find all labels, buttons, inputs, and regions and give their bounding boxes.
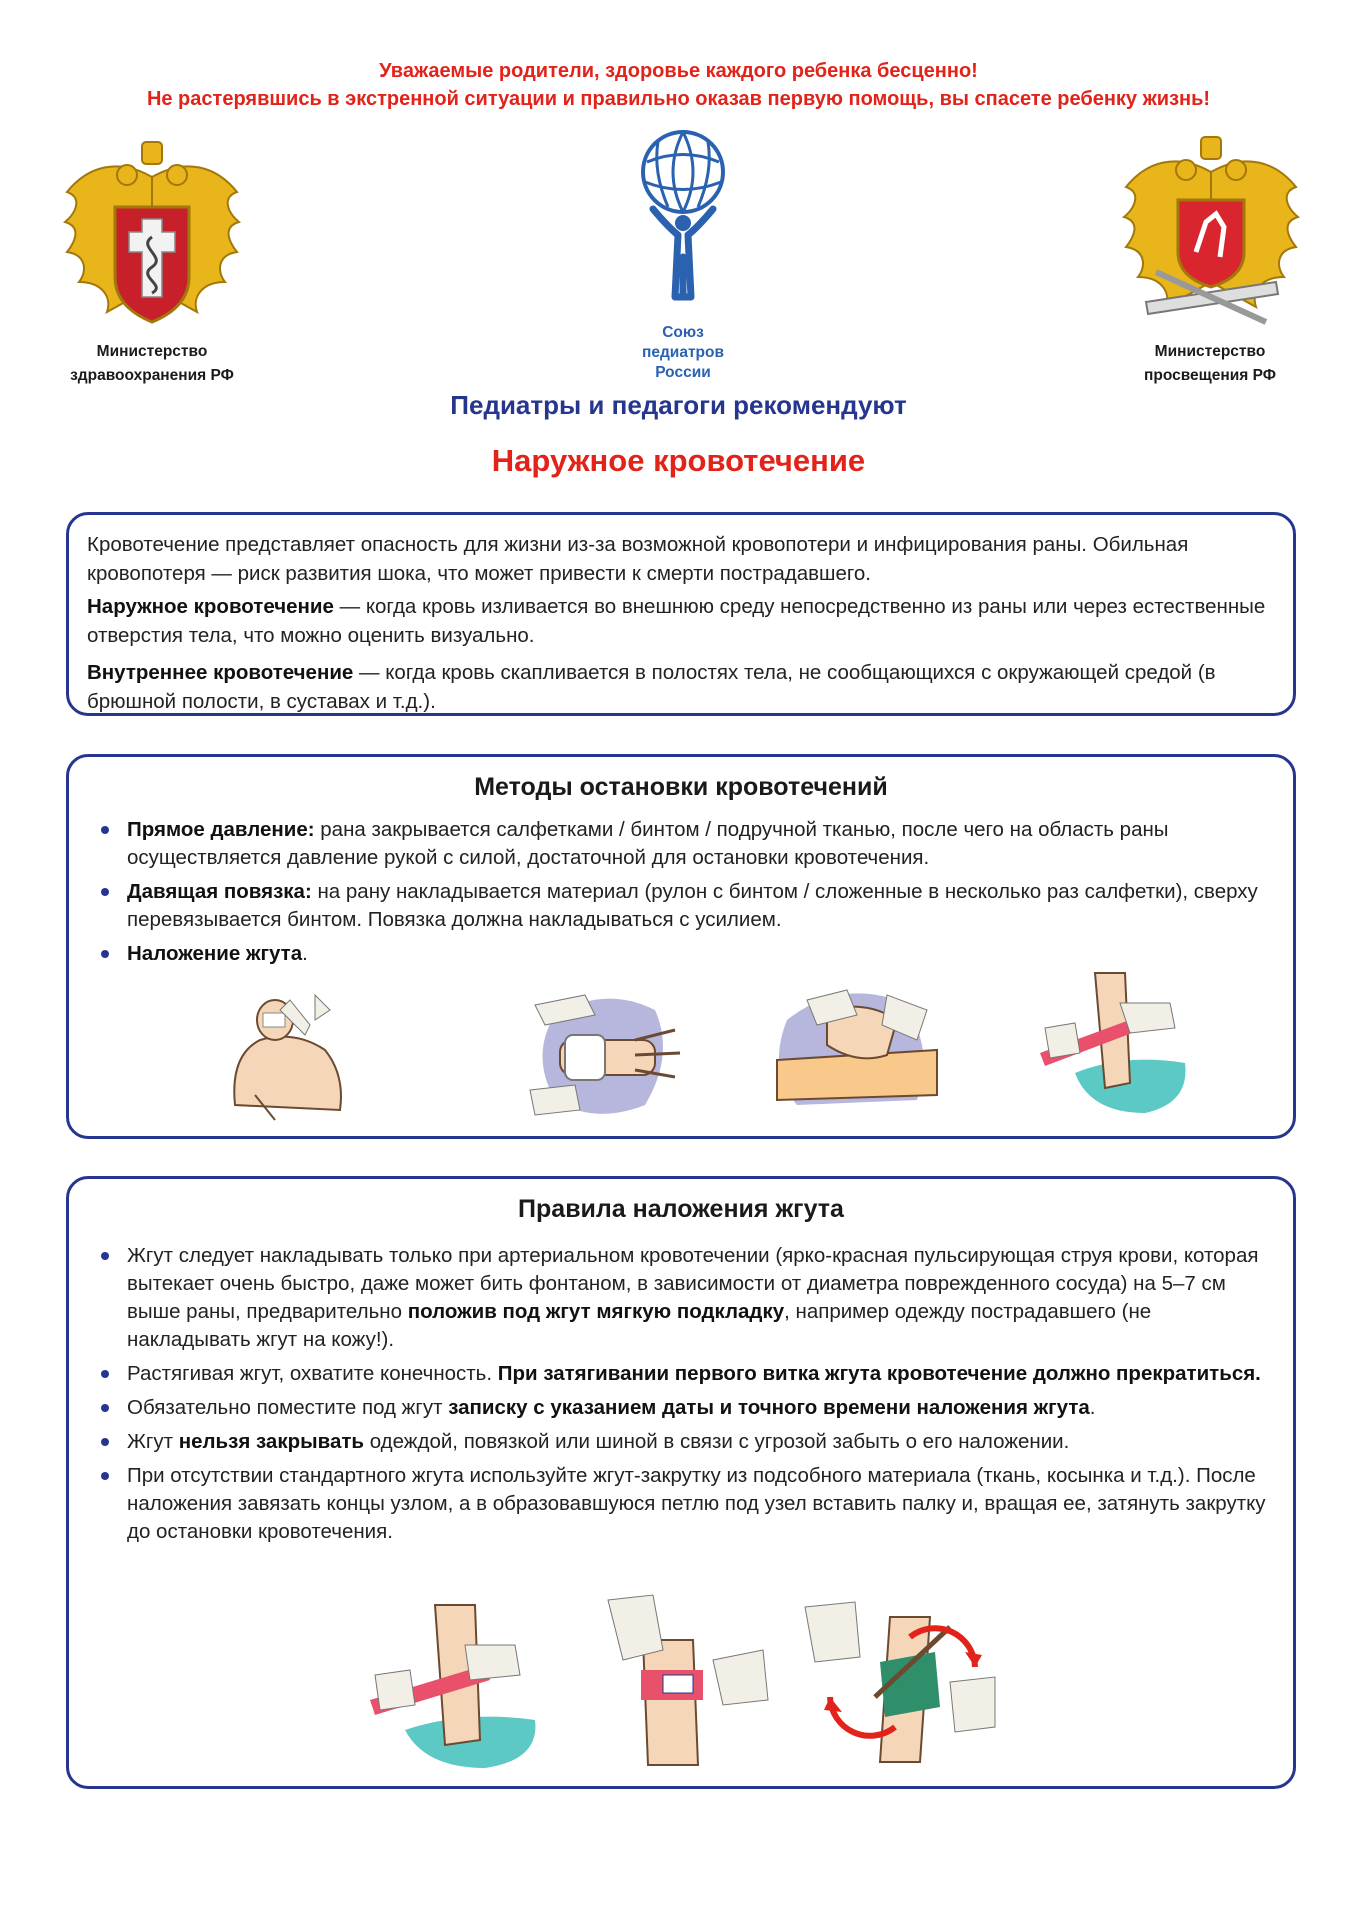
center-logo-label-2: педиатров xyxy=(641,344,725,361)
tourniquet-stretch-illustration-icon xyxy=(365,1600,545,1770)
page-title: Наружное кровотечение xyxy=(491,443,866,478)
list-item xyxy=(89,940,1273,968)
list-item xyxy=(89,1394,1273,1422)
intro-paragraph-1: Кровотечение представляет опасность для жизни из-за возможной кровопотери и инфицирования раны. Обильная кровопотеря — риск развития шока, что может привести к смерти пострадавшего. xyxy=(87,533,1189,585)
rule-3-text-a: Обязательно поместите под жгут xyxy=(127,1396,449,1419)
method-pressure-bandage-text: на рану накладывается материал (рулон с бинтом / сложенные в несколько раз салфетки), сверху перевязывается бинтом. Повязка должна накладываться с усилием. xyxy=(127,880,1258,931)
rule-1-text-a: Жгут следует накладывать только при артериальном кровотечении (ярко-красная пульсирующая струя крови, которая вытекает очень быстро, даже может бить фонтаном, в зависимости от диаметра поврежденного сосуда) на 5–7 см выше раны, предварительно xyxy=(127,1244,1259,1323)
intro-definition-internal: — когда кровь скапливается в полостях тела, не сообщающихся с окружающей средой (в брюшной полости, в суставах и т.д.). xyxy=(87,661,1216,713)
twist-tourniquet-illustration-icon xyxy=(800,1597,1000,1767)
methods-title: Методы остановки кровотечений xyxy=(474,773,888,801)
methods-list xyxy=(89,816,1273,968)
ministry-health-emblem-icon xyxy=(57,137,247,337)
rule-3-text-b: . xyxy=(1089,1396,1096,1419)
intro-box xyxy=(66,512,1296,716)
rule-5-text: При отсутствии стандартного жгута используйте жгут-закрутку из подсобного материала (ткань, косынка и т.д.). После наложения завязать концы узлом, а в образовавшуюся петлю под узел вставить палку и, вращая ее, затянуть закрутку до остановки кровотечения. xyxy=(127,1464,1266,1543)
method-direct-pressure-label: Прямое давление: xyxy=(127,818,315,841)
rules-title: Правила наложения жгута xyxy=(518,1195,844,1223)
list-item xyxy=(89,1360,1273,1388)
right-logo-label-2: просвещения РФ xyxy=(1144,367,1276,384)
method-pressure-bandage-label: Давящая повязка: xyxy=(127,880,312,903)
intro-term-external: Наружное кровотечение xyxy=(87,595,334,618)
list-item xyxy=(89,1428,1273,1456)
tourniquet-method-illustration-icon xyxy=(1035,968,1195,1118)
left-logo-label-2: здравоохранения РФ xyxy=(70,367,234,384)
center-logo-label-3: России xyxy=(655,364,711,381)
ministry-education-emblem-icon xyxy=(1116,132,1306,332)
intro-paragraph-3 xyxy=(87,658,1273,716)
rule-4-text-a: Жгут xyxy=(127,1430,179,1453)
direct-pressure-illustration-icon xyxy=(215,985,355,1125)
rule-2-emphasis: При затягивании первого витка жгута кровотечение должно прекратиться. xyxy=(497,1362,1261,1385)
method-direct-pressure-text: рана закрывается салфетками / бинтом / подручной тканью, после чего на область раны осуществляется давление рукой с силой, достаточной для остановки кровотечения. xyxy=(127,818,1169,869)
header-line-1: Уважаемые родители, здоровье каждого ребенка бесценно! xyxy=(379,60,978,82)
rule-4-emphasis: нельзя закрывать xyxy=(178,1430,364,1453)
rules-list xyxy=(89,1242,1273,1546)
list-item xyxy=(89,878,1273,934)
subtitle: Педиатры и педагоги рекомендуют xyxy=(450,390,907,420)
rule-4-text-b: одеждой, повязкой или шиной в связи с угрозой забыть о его наложении. xyxy=(364,1430,1070,1453)
center-logo-label-1: Союз xyxy=(662,324,704,341)
header-line-2: Не растерявшись в экстренной ситуации и правильно оказав первую помощь, вы спасете ребенку жизнь! xyxy=(146,88,1211,110)
pediatricians-union-logo-icon xyxy=(633,127,733,317)
intro-definition-external: — когда кровь изливается во внешнюю среду непосредственно из раны или через естественные отверстия тела, что можно оценить визуально. xyxy=(87,595,1266,647)
rule-1-emphasis: положив под жгут мягкую подкладку xyxy=(407,1300,785,1323)
pressure-bandage-illustration-icon xyxy=(525,985,685,1125)
method-tourniquet-text: . xyxy=(302,942,308,965)
intro-paragraph-2 xyxy=(87,592,1273,650)
left-logo-label-1: Министерство xyxy=(96,343,208,360)
rule-1-text-b: , например одежду пострадавшего (не накладывать жгут на кожу!). xyxy=(127,1300,1152,1351)
right-logo-label-1: Министерство xyxy=(1154,343,1266,360)
method-tourniquet-label: Наложение жгута xyxy=(127,942,303,965)
intro-term-internal: Внутреннее кровотечение xyxy=(87,661,354,684)
list-item xyxy=(89,816,1273,872)
rule-2-text-a: Растягивая жгут, охватите конечность. xyxy=(127,1362,498,1385)
list-item xyxy=(89,1242,1273,1354)
rule-3-emphasis: записку с указанием даты и точного времени наложения жгута xyxy=(448,1396,1090,1419)
list-item xyxy=(89,1462,1273,1546)
tourniquet-note-illustration-icon xyxy=(603,1590,773,1770)
hand-pressure-illustration-icon xyxy=(767,980,947,1120)
